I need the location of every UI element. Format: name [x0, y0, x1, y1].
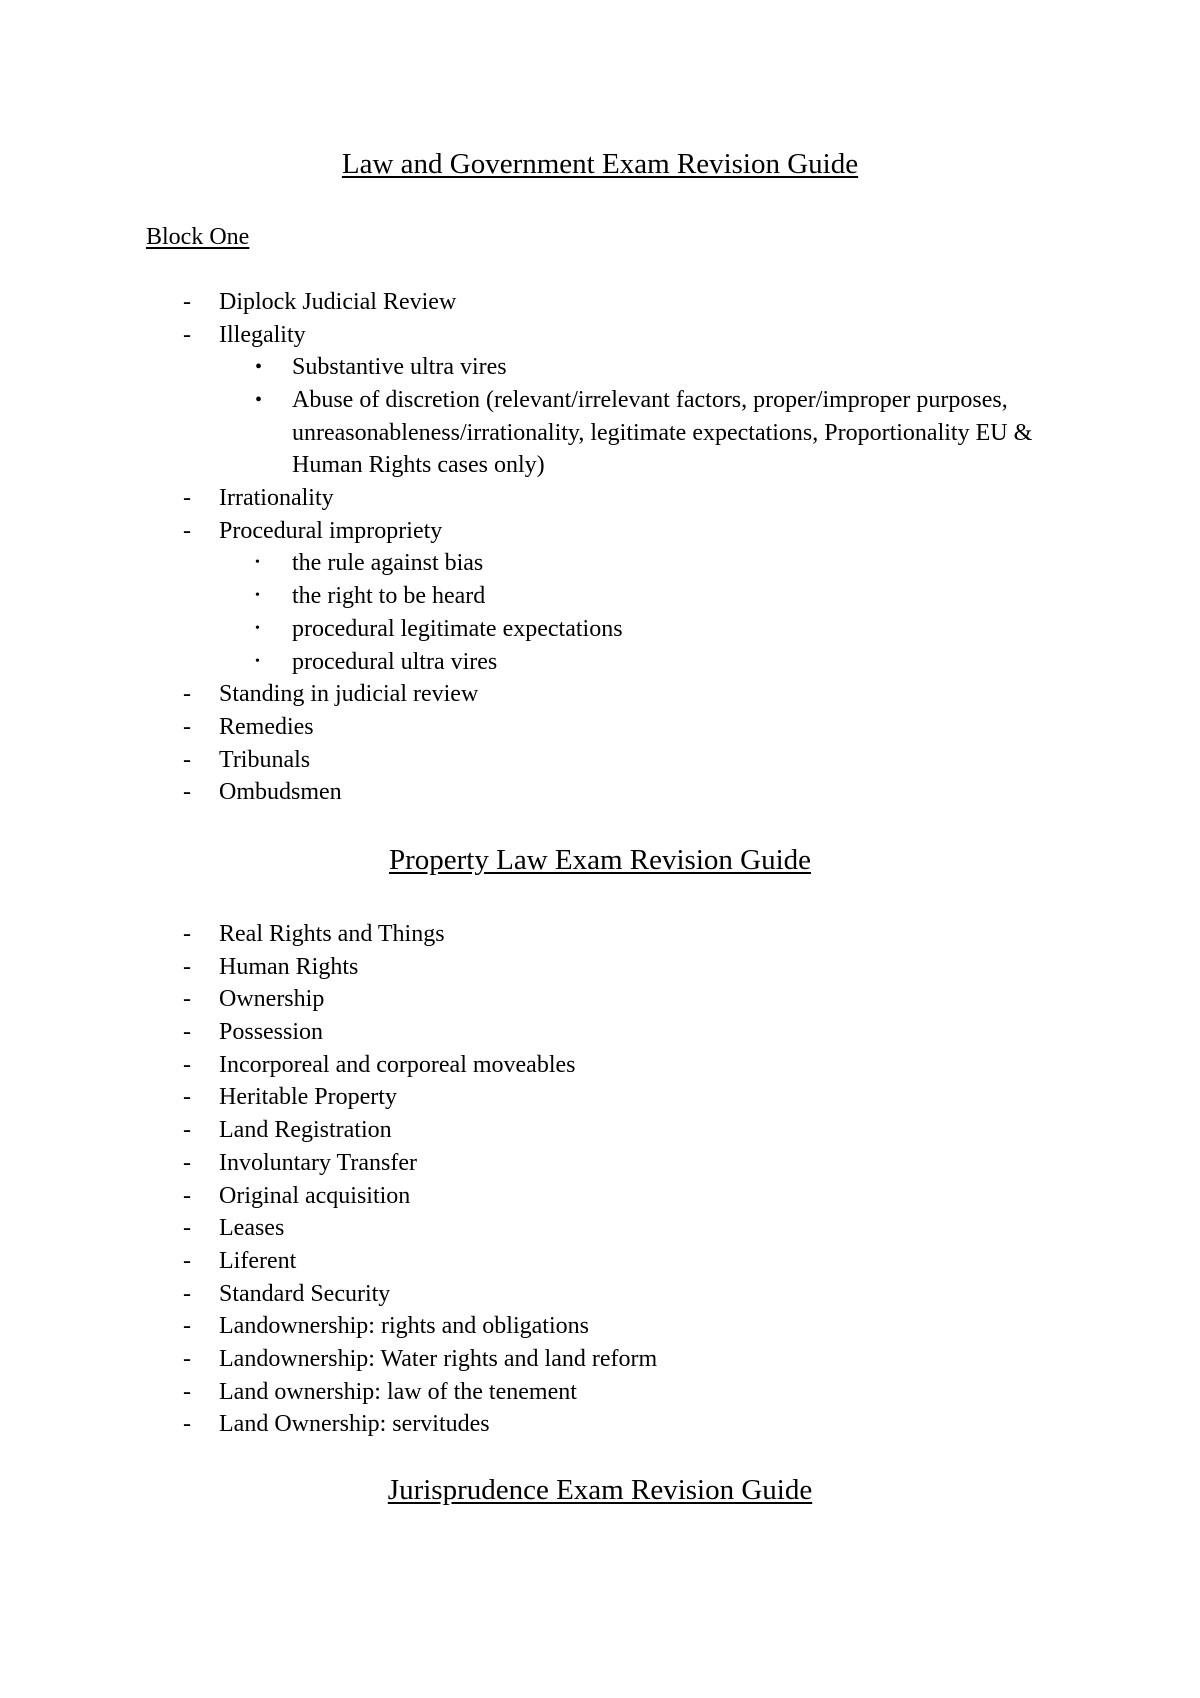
list-item [0, 1049, 1200, 1082]
list-item [0, 983, 1200, 1016]
list-item-text: Standing in judicial review [219, 681, 479, 708]
dash-marker: - [183, 986, 191, 1013]
list-item-text: Tribunals [219, 746, 311, 773]
dash-marker: - [183, 1051, 191, 1078]
sub-list-item [0, 646, 1200, 679]
law-government-list [0, 286, 1200, 809]
list-item [0, 1343, 1200, 1376]
list-item [0, 1376, 1200, 1409]
list-item-text: Liferent [219, 1247, 297, 1274]
dash-marker: - [183, 779, 191, 806]
sub-item-text: Substantive ultra vires [292, 354, 507, 381]
dash-marker: - [183, 321, 191, 348]
list-item-text: Incorporeal and corporeal moveables [219, 1051, 576, 1078]
list-item [0, 482, 1200, 515]
list-item-text: Remedies [219, 713, 314, 740]
list-item [0, 776, 1200, 809]
sub-list-item [0, 613, 1200, 646]
list-item-text: Irrationality [219, 485, 334, 512]
dash-marker: - [183, 681, 191, 708]
list-item-text: Procedural impropriety [219, 517, 443, 544]
list-item-text: Diplock Judicial Review [219, 289, 457, 315]
dash-marker: - [183, 1215, 191, 1242]
list-item [0, 1310, 1200, 1343]
property-law-list [0, 918, 1200, 1441]
list-item [0, 744, 1200, 777]
list-item [0, 711, 1200, 744]
list-item [0, 1180, 1200, 1213]
list-item [0, 678, 1200, 711]
list-item-text: Land Registration [219, 1117, 392, 1144]
sub-item-text: procedural ultra vires [292, 648, 498, 675]
sub-list-item [0, 384, 1200, 482]
list-item [0, 1212, 1200, 1245]
bullet-marker: • [255, 389, 263, 412]
sub-list-item [0, 580, 1200, 613]
list-item [0, 1016, 1200, 1049]
dash-marker: - [183, 953, 191, 980]
sub-item-text: the right to be heard [292, 583, 486, 610]
list-item-text: Leases [219, 1215, 285, 1242]
list-item [0, 1278, 1200, 1311]
list-item-text: Landownership: Water rights and land reform [219, 1345, 658, 1372]
jurisprudence-heading: Jurisprudence Exam Revision Guide [387, 1474, 813, 1506]
bullet-marker: • [255, 555, 260, 571]
dash-marker: - [183, 1019, 191, 1046]
list-item-text: Involuntary Transfer [219, 1149, 417, 1176]
dash-marker: - [183, 1247, 191, 1274]
list-item-text: Heritable Property [219, 1084, 397, 1111]
list-item-text: Human Rights [219, 953, 359, 980]
dash-marker: - [183, 713, 191, 740]
list-item [0, 1081, 1200, 1114]
list-item [0, 951, 1200, 984]
list-item [0, 319, 1200, 352]
list-item [0, 515, 1200, 548]
list-item [0, 286, 1200, 319]
list-item [0, 1114, 1200, 1147]
sub-list-item [0, 547, 1200, 580]
property-law-heading: Property Law Exam Revision Guide [388, 844, 812, 876]
dash-marker: - [183, 1084, 191, 1111]
dash-marker: - [183, 1280, 191, 1307]
law-government-heading: Law and Government Exam Revision Guide [341, 148, 859, 180]
block-one-title: Block One [146, 224, 250, 250]
list-item-text: Landownership: rights and obligations [219, 1313, 589, 1340]
list-item [0, 1408, 1200, 1441]
bullet-marker: • [255, 620, 260, 636]
sub-item-text: procedural legitimate expectations [292, 615, 623, 642]
dash-marker: - [183, 1378, 191, 1405]
dash-marker: - [183, 1345, 191, 1372]
dash-marker: - [183, 1313, 191, 1340]
bullet-marker: • [255, 588, 260, 604]
dash-marker: - [183, 1182, 191, 1209]
dash-marker: - [183, 1117, 191, 1144]
dash-marker: - [183, 485, 191, 512]
dash-marker: - [183, 746, 191, 773]
list-item-text: Possession [219, 1019, 324, 1046]
dash-marker: - [183, 921, 191, 947]
list-item-text: Ombudsmen [219, 779, 342, 806]
list-item [0, 1147, 1200, 1180]
bullet-marker: • [255, 356, 263, 379]
list-item-text: Ownership [219, 986, 325, 1013]
dash-marker: - [183, 517, 191, 544]
sub-item-text: Abuse of discretion (relevant/irrelevant factors, proper/improper purposes, unreasonableness/irrationality, legitimate expectations, Proportionality EU & Human Rights cases only) [292, 387, 1033, 479]
list-item-text: Illegality [219, 321, 306, 348]
dash-marker: - [183, 1149, 191, 1176]
dash-marker: - [183, 1411, 191, 1438]
list-item [0, 1245, 1200, 1278]
sub-item-text: the rule against bias [292, 550, 484, 577]
list-item-text: Land ownership: law of the tenement [219, 1378, 577, 1405]
dash-marker: - [183, 289, 191, 315]
bullet-marker: • [255, 653, 260, 669]
list-item [0, 918, 1200, 951]
list-item-text: Standard Security [219, 1280, 391, 1307]
list-item-text: Land Ownership: servitudes [219, 1411, 490, 1438]
list-item-text: Original acquisition [219, 1182, 411, 1209]
list-item-text: Real Rights and Things [219, 921, 445, 947]
sub-list-item [0, 351, 1200, 384]
